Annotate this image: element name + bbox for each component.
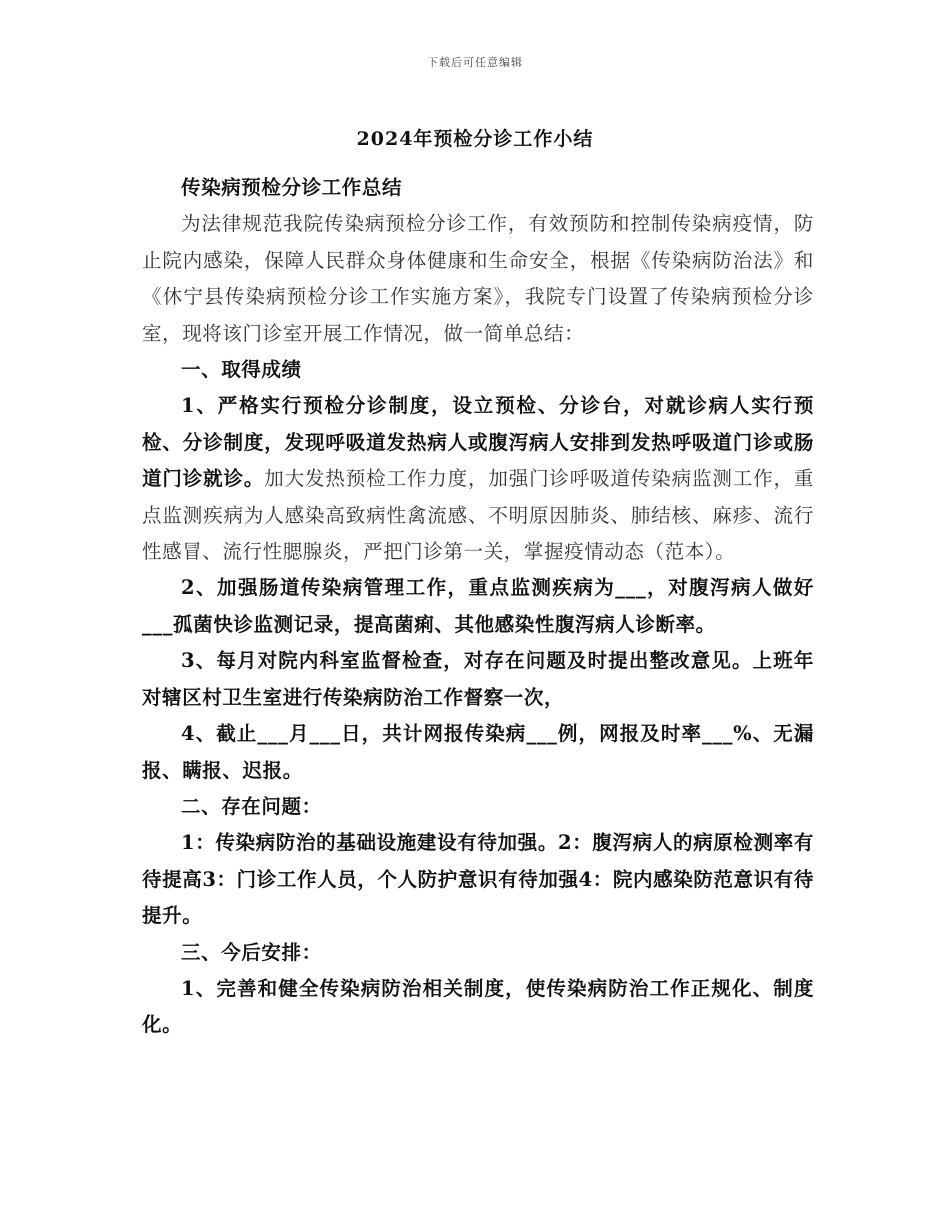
item1-normal-text: 加大发热预检工作力度，加强门诊呼吸道传染病监测工作，重点监测疾病为人感染高致病性禽流感、不明原因肺炎、肺结核、麻疹、流行性感冒、流行性腮腺炎，严把门诊第一关，掌握疫情动态（范本）。 — [142, 467, 814, 564]
plan1-paragraph: 1、完善和健全传染病防治相关制度，使传染病防治工作正规化、制度化。 — [142, 976, 814, 1037]
part2-heading: 二、存在问题： — [181, 794, 322, 818]
item1-paragraph — [142, 388, 814, 570]
document-title: 2024年预检分诊工作小结 — [356, 128, 594, 150]
item2-paragraph: 2、加强肠道传染病管理工作，重点监测疾病为___，对腹泻病人做好___孤菌快诊监测记录，提高菌痢、其他感染性腹泻病人诊断率。 — [142, 576, 814, 636]
document-body — [142, 170, 814, 1044]
problems-paragraph: 1：传染病防治的基础设施建设有待加强。2：腹泻病人的病原检测率有待提高3：门诊工作人员，个人防护意识有待加强4：院内感染防范意识有待提升。 — [142, 831, 814, 928]
part1-heading: 一、取得成绩 — [181, 358, 302, 382]
header-note: 下载后可任意编辑 — [427, 56, 523, 69]
part3-heading: 三、今后安排： — [181, 940, 322, 964]
section-heading: 传染病预检分诊工作总结 — [181, 176, 403, 199]
intro-paragraph: 为法律规范我院传染病预检分诊工作，有效预防和控制传染病疫情，防止院内感染，保障人民群众身体健康和生命安全，根据《传染病防治法》和《休宁县传染病预检分诊工作实施方案》，我院专门设置了传染病预检分诊室，现将该门诊室开展工作情况，做一简单总结： — [142, 212, 814, 345]
item1-bold-text: 1、严格实行预检分诊制度，设立预检、分诊台，对就诊病人实行预检、分诊制度，发现呼吸道发热病人或腹泻病人安排到发热呼吸道门诊或肠道门诊就诊。 — [142, 394, 814, 491]
item4-paragraph: 4、截止___月___日，共计网报传染病___例，网报及时率___%、无漏报、瞒报、迟报。 — [142, 722, 814, 782]
item3-paragraph: 3、每月对院内科室监督检查，对存在问题及时提出整改意见。上班年对辖区村卫生室进行传染病防治工作督察一次， — [142, 649, 814, 709]
